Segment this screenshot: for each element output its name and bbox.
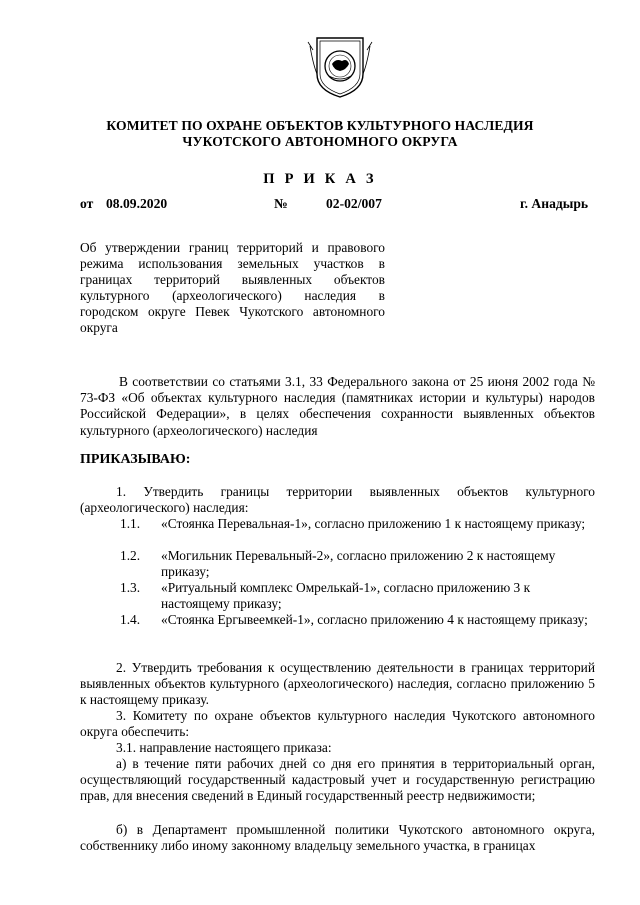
subitem-text: «Могильник Перевальный-2», согласно приложению 2 к настоящему приказу; [161,548,556,580]
document-subject: Об утверждении границ территорий и правового режима использования земельных участков в границах территорий выявленных объектов культурного (археологического) наследия в городском округе Певек Чукотского автономного округа [80,240,385,336]
orders-heading: ПРИКАЗЫВАЮ: [80,452,191,467]
subitem-text: «Стоянка Ергывеемкей-1», согласно приложению 4 к настоящему приказу; [161,612,588,627]
order-item-3: 3. Комитету по охране объектов культурного наследия Чукотского автономного округа обеспечить: [80,708,595,740]
subitem-text: «Стоянка Перевальная-1», согласно приложению 1 к настоящему приказу; [161,516,586,531]
organization-name-line1: КОМИТЕТ ПО ОХРАНЕ ОБЪЕКТОВ КУЛЬТУРНОГО НАСЛЕДИЯ [106,118,534,133]
order-item-3-1: 3.1. направление настоящего приказа: [116,740,332,755]
subitem-number: 1.1. [120,516,141,531]
organization-name-line2: ЧУКОТСКОГО АВТОНОМНОГО ОКРУГА [182,134,458,149]
preamble-paragraph: В соответствии со статьями 3.1, 33 Федерального закона от 25 июня 2002 года № 73-ФЗ «Об объектах культурного наследия (памятниках истории и культуры) народов Российской Федерации», в целях обеспечения сохранности выявленных объектов культурного (археологического) наследия [80,374,595,438]
number-sign: № [274,196,288,211]
order-item-1: 1. Утвердить границы территории выявленных объектов культурного (археологического) наследия: [80,484,595,516]
document-date: 08.09.2020 [106,196,168,211]
subitem-number: 1.3. [120,580,141,595]
coat-of-arms-icon [305,34,375,100]
date-prefix: от [80,196,94,211]
subitem-text: «Ритуальный комплекс Омрелькай-1», согласно приложению 3 к настоящему приказу; [161,580,531,612]
document-number: 02-02/007 [326,196,382,211]
order-item-3-1-b: б) в Департамент промышленной политики Чукотского автономного округа, собственнику либо иному законному владельцу земельного участка, в границах [80,822,595,854]
order-item-2: 2. Утвердить требования к осуществлению деятельности в границах территорий выявленных объектов культурного (археологического) наследия, согласно приложению 5 к настоящему приказу. [80,660,595,708]
order-item-3-1-a: а) в течение пяти рабочих дней со дня его принятия в территориальный орган, осуществляющий государственный кадастровый учет и государственную регистрацию прав, для внесения сведений в Единый государственный реестр недвижимости; [80,756,595,804]
subitem-number: 1.2. [120,548,141,563]
subitem-number: 1.4. [120,612,141,627]
document-city: г. Анадырь [520,196,589,211]
document-type-title: П Р И К А З [263,171,377,187]
